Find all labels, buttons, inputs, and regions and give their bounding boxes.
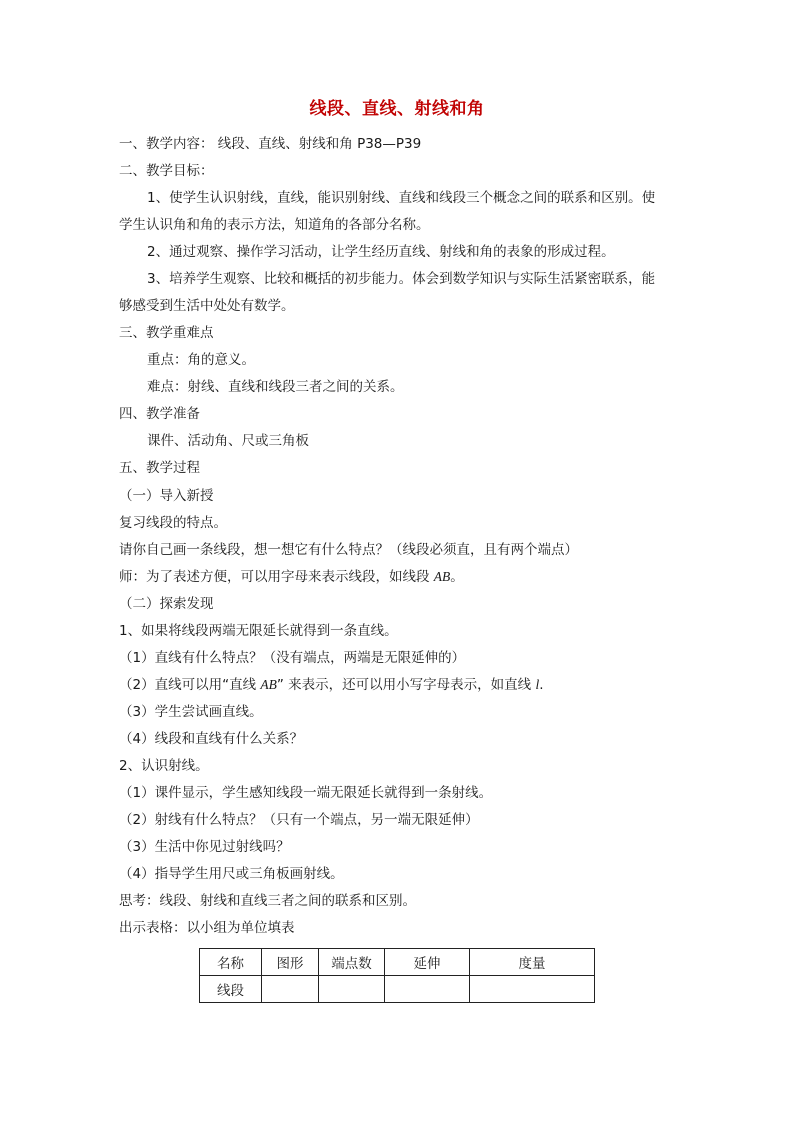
table-header-cell: 度量 bbox=[470, 949, 595, 976]
section-heading: 五、教学过程 bbox=[119, 460, 200, 476]
paragraph-line: （2）直线可以用“直线 AB” 来表示，还可以用小写字母表示，如直线 l. bbox=[119, 677, 544, 693]
fill-in-table bbox=[199, 948, 595, 1003]
paragraph-line: 难点：射线、直线和线段三者之间的关系。 bbox=[147, 379, 404, 395]
paragraph-line: 够感受到生活中处处有数学。 bbox=[119, 298, 295, 314]
paragraph-line: （4）指导学生用尺或三角板画射线。 bbox=[119, 866, 344, 882]
table-cell bbox=[319, 976, 385, 1003]
paragraph-line: 学生认识角和角的表示方法，知道角的各部分名称。 bbox=[119, 217, 430, 233]
table-cell bbox=[262, 976, 319, 1003]
table-cell bbox=[470, 976, 595, 1003]
paragraph-line: 复习线段的特点。 bbox=[119, 515, 227, 531]
section-heading: 三、教学重难点 bbox=[119, 325, 214, 341]
math-variable: AB bbox=[260, 677, 277, 692]
paragraph-line: 重点：角的意义。 bbox=[147, 352, 255, 368]
section-heading: 二、教学目标： bbox=[119, 163, 214, 179]
section-heading: 四、教学准备 bbox=[119, 406, 200, 422]
document-title: 线段、直线、射线和角 bbox=[309, 99, 485, 119]
paragraph-line: （2）射线有什么特点？（只有一个端点，另一端无限延伸） bbox=[119, 812, 479, 828]
paragraph-line: 请你自己画一条线段，想一想它有什么特点？（线段必须直，且有两个端点） bbox=[119, 542, 578, 558]
table-header-cell: 图形 bbox=[262, 949, 319, 976]
table-header-row bbox=[200, 949, 595, 976]
paragraph-line: 课件、活动角、尺或三角板 bbox=[147, 433, 309, 449]
math-variable: l bbox=[535, 677, 540, 692]
table-row bbox=[200, 976, 595, 1003]
math-variable: AB bbox=[433, 569, 451, 584]
paragraph-line: 思考：线段、射线和直线三者之间的联系和区别。 bbox=[119, 893, 416, 909]
table-header-cell: 端点数 bbox=[319, 949, 385, 976]
subsection-heading: （一）导入新授 bbox=[119, 488, 214, 504]
paragraph-line: （4）线段和直线有什么关系？ bbox=[119, 731, 304, 747]
table-header-cell: 名称 bbox=[200, 949, 262, 976]
paragraph-line: 2、认识射线。 bbox=[119, 758, 209, 774]
paragraph-line: 3、培养学生观察、比较和概括的初步能力。体会到数学知识与实际生活紧密联系，能 bbox=[147, 271, 656, 287]
paragraph-line: （3）生活中你见过射线吗？ bbox=[119, 839, 290, 855]
paragraph-line: （1）直线有什么特点？（没有端点，两端是无限延伸的） bbox=[119, 650, 466, 666]
paragraph-line: 1、使学生认识射线，直线，能识别射线、直线和线段三个概念之间的联系和区别。使 bbox=[147, 190, 656, 206]
paragraph-line: （3）学生尝试画直线。 bbox=[119, 704, 263, 720]
table-header-cell: 延伸 bbox=[385, 949, 470, 976]
paragraph-line: 2、通过观察、操作学习活动，让学生经历直线、射线和角的表象的形成过程。 bbox=[147, 244, 615, 260]
table-cell bbox=[385, 976, 470, 1003]
section-heading: 一、教学内容： 线段、直线、射线和角 P38—P39 bbox=[119, 136, 422, 152]
subsection-heading: （二）探索发现 bbox=[119, 596, 214, 612]
table-cell: 线段 bbox=[200, 976, 262, 1003]
paragraph-line: 1、如果将线段两端无限延长就得到一条直线。 bbox=[119, 623, 398, 639]
paragraph-line: 师：为了表述方便，可以用字母来表示线段，如线段 AB。 bbox=[119, 569, 464, 585]
paragraph-line: （1）课件显示，学生感知线段一端无限延长就得到一条射线。 bbox=[119, 785, 493, 801]
paragraph-line: 出示表格：以小组为单位填表 bbox=[119, 920, 295, 936]
